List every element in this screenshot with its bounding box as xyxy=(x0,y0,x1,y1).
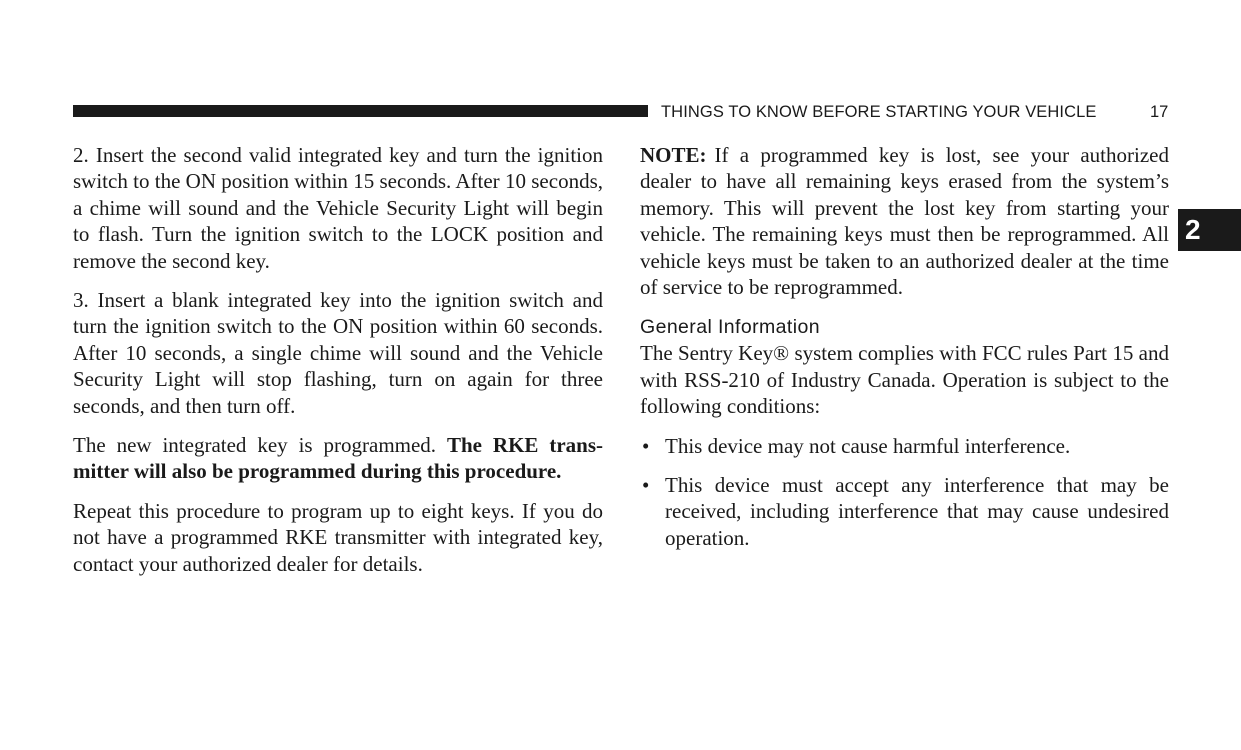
bullet-icon: • xyxy=(642,433,650,458)
condition-text: This device may not cause harmful interference. xyxy=(665,433,1071,458)
right-column xyxy=(640,142,1169,564)
programmed-plain-text: The new integrated key is programmed. xyxy=(73,433,447,458)
page-number: 17 xyxy=(1150,103,1169,121)
step-2-paragraph: 2. Insert the second valid integrated key and turn the ignition switch to the ON position within 15 seconds. After 10 seconds, a chime will sound and the Vehicle Security Light will begin to flash. Turn the ignition switch to the LOCK position and remove the second key. xyxy=(73,143,603,273)
general-information-heading: General Information xyxy=(640,316,820,339)
note-text: If a programmed key is lost, see your authorized dealer to have all remaining keys erased from the system’s memory. This will prevent the lost key from starting your vehicle. The remaining keys must then be reprogrammed. All vehicle keys must be taken to an authorized dealer at the time of service to be reprogrammed. xyxy=(640,143,1169,300)
step-3-paragraph: 3. Insert a blank integrated key into the ignition switch and turn the ignition switch to the ON position within 60 seconds. After 10 seconds, a single chime will sound and the Vehicle Security Light will stop flashing, turn on again for three seconds, and then turn off. xyxy=(73,288,603,418)
note-label: NOTE: xyxy=(640,143,707,167)
list-item xyxy=(640,433,1169,459)
header-rule xyxy=(73,105,648,117)
list-item xyxy=(640,472,1169,551)
condition-text: This device must accept any interference that may be received, including interference that may cause undesired operation. xyxy=(665,473,1169,550)
conditions-list xyxy=(640,433,1169,552)
bullet-icon: • xyxy=(642,473,650,498)
left-column xyxy=(73,142,603,590)
chapter-tab: 2 xyxy=(1178,209,1241,251)
programmed-paragraph xyxy=(73,432,603,485)
repeat-paragraph: Repeat this procedure to program up to eight keys. If you do not have a programmed RKE transmitter with integrated key, contact your authorized dealer for details. xyxy=(73,498,603,576)
general-information-paragraph: The Sentry Key® system complies with FCC rules Part 15 and with RSS-210 of Industry Canada. Operation is subject to the following conditions: xyxy=(640,341,1169,419)
note-paragraph xyxy=(640,142,1169,300)
section-title: THINGS TO KNOW BEFORE STARTING YOUR VEHICLE xyxy=(661,103,1097,121)
programmed-bold-text: The RKE transmitter will also be programmed during this procedure. xyxy=(73,433,603,484)
